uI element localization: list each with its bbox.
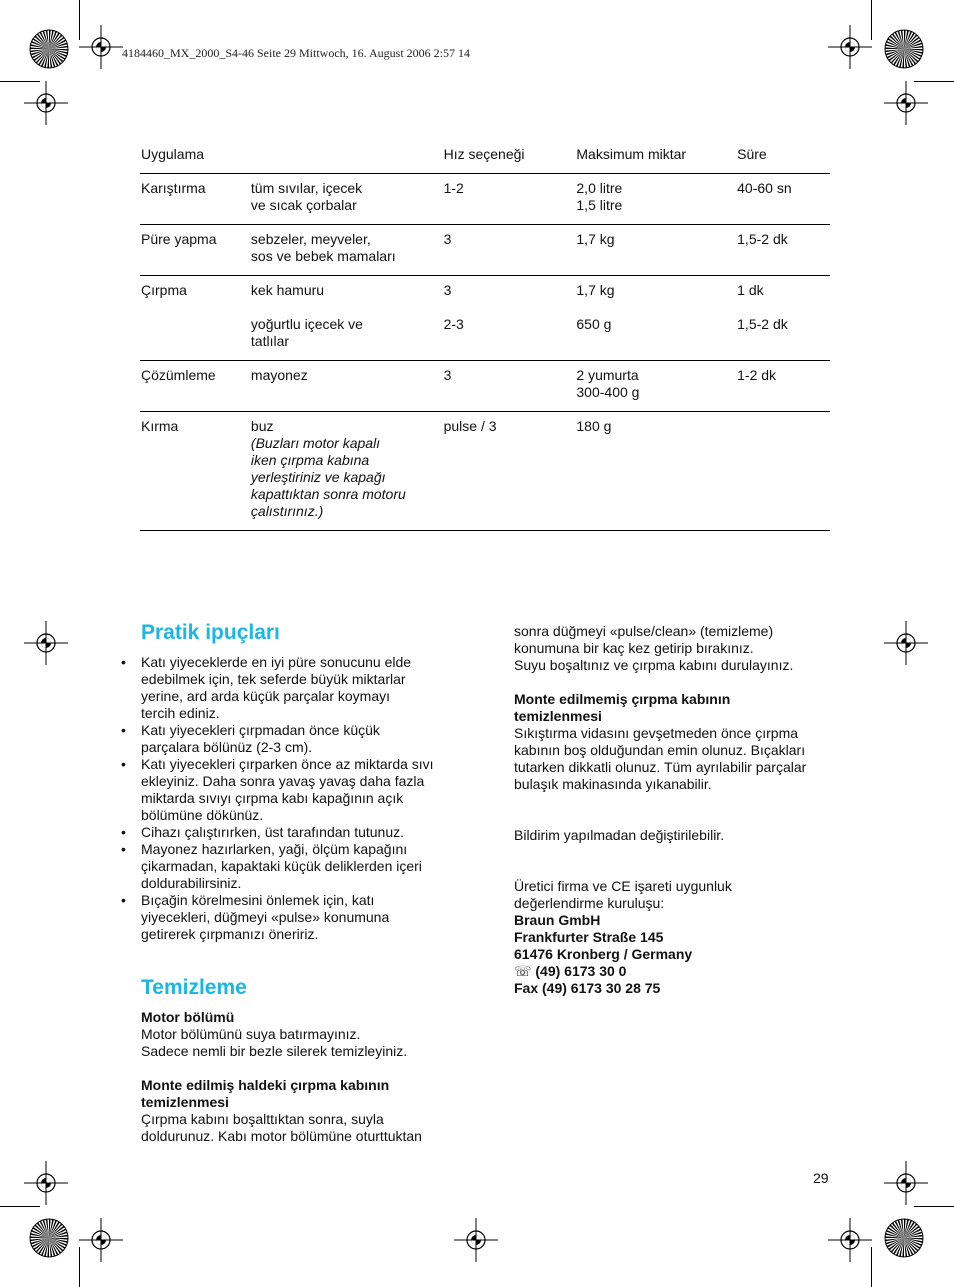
table-cell-app: Karıştırma: [140, 174, 251, 225]
table-row: [140, 361, 830, 412]
table-cell-time: 1-2 dk: [737, 361, 830, 412]
assembled-text: Çırpma kabını boşalttıktan sonra, suyla: [141, 1111, 384, 1127]
list-item: • Katı yiyeceklerde en iyi püre sonucunu elde edebilmek için, tek seferde büyük miktarlar yerine, ard arda küçük parçalar koymayı tercih ediniz.: [121, 654, 412, 721]
manufacturer-intro: değerlendirme kuruluşu:: [514, 895, 665, 911]
registration-crosshair-icon: [16, 73, 76, 133]
cleaning-heading: Temizleme: [141, 976, 247, 999]
table-cell-note: kapattıktan sonra motoru: [250, 486, 406, 502]
motor-text: Sadece nemli bir bezle silerek temizleyiniz.: [141, 1043, 408, 1059]
table-header: Maksimum miktar: [576, 146, 687, 162]
list-item: • Katı yiyecekleri çırpmadan önce küçük parçalara bölünüz (2-3 cm).: [121, 722, 380, 755]
registration-starburst-icon: [884, 1218, 924, 1258]
registration-starburst-icon: [29, 29, 69, 69]
assembled-text-cont: konumuna bir kaç kez getirip bırakınız.: [514, 640, 754, 656]
table-header: Uygulama: [141, 146, 205, 162]
company-fax: Fax (49) 6173 30 28 75: [514, 980, 661, 996]
unassembled-text: tutarken dikkatli olunuz. Tüm ayrılabilir parçalar: [514, 759, 807, 775]
table-header-row: [140, 137, 830, 174]
table-cell-item: sos ve bebek mamaları: [250, 248, 396, 264]
bullet: •: [121, 756, 126, 772]
tips-heading: Pratik ipuçları: [141, 621, 280, 644]
registration-crosshair-icon: [71, 17, 131, 77]
table-cell-qty: 1,5 litre: [576, 197, 623, 213]
table-cell-item: ve sıcak çorbalar: [250, 197, 357, 213]
table-cell-time: [737, 412, 830, 531]
bullet: •: [121, 841, 126, 857]
bullet: •: [121, 654, 126, 670]
table-cell-qty: 2,0 litre: [576, 180, 623, 196]
motor-text: Motor bölümünü suya batırmayınız.: [141, 1026, 361, 1042]
print-slug: 4184460_MX_2000_S4-46 Seite 29 Mittwoch, 16. August 2006 2:57 14: [122, 46, 471, 60]
company-name: Braun GmbH: [514, 912, 601, 928]
manufacturer-intro: Üretici firma ve CE işareti uygunluk: [514, 878, 732, 894]
table-cell-qty: 2 yumurta: [576, 367, 639, 383]
assembled-text-cont: sonra düğmeyi «pulse/clean» (temizleme): [514, 623, 774, 639]
company-city: 61476 Kronberg / Germany: [514, 946, 693, 962]
list-item: • Katı yiyecekleri çırparken önce az miktarda sıvı ekleyiniz. Daha sonra yavaş yavaş daha fazla miktarda sıvıyı çırpma kabı kapağının açık bölümüne dökünüz.: [121, 756, 434, 823]
registration-crosshair-icon: [16, 613, 76, 673]
registration-crosshair-icon: [71, 1210, 131, 1270]
registration-crosshair-icon: [876, 73, 936, 133]
table-cell-item: sebzeler, meyveler,: [250, 231, 371, 247]
table-header: Hız seçeneği: [443, 146, 525, 162]
unassembled-text: bulaşık makinasında yıkanabilir.: [514, 776, 712, 792]
table-header: [251, 137, 444, 174]
table-cell-time: 1,5-2 dk: [737, 225, 830, 276]
bullet: •: [121, 824, 126, 840]
registration-crosshair-icon: [820, 17, 880, 77]
table-cell-item: kek hamuru: [250, 282, 325, 298]
change-notice: Bildirim yapılmadan değiştirilebilir.: [514, 827, 725, 843]
table-cell-time: 1 dk: [737, 282, 764, 298]
table-row: [140, 225, 830, 276]
table-cell-speed: 3: [444, 361, 577, 412]
table-cell-qty: 180 g: [576, 412, 737, 531]
motor-title: Motor bölümü: [141, 1009, 235, 1025]
unassembled-title: Monte edilmemiş çırpma kabının: [514, 691, 731, 707]
table-cell-speed: 1-2: [444, 174, 577, 225]
registration-crosshair-icon: [16, 1153, 76, 1213]
registration-crosshair-icon: [876, 1153, 936, 1213]
table-header: Süre: [737, 146, 767, 162]
table-cell-speed: 2-3: [443, 316, 464, 332]
table-cell-item: buz: [250, 418, 274, 434]
company-street: Frankfurter Straße 145: [514, 929, 664, 945]
bullet: •: [121, 892, 126, 908]
table-cell-speed: pulse / 3: [444, 412, 577, 531]
unassembled-title: temizlenmesi: [514, 708, 602, 724]
list-item: • Mayonez hazırlarken, yaği, ölçüm kapağını çikarmadan, kapaktaki küçük deliklerden içeri doldurabilirsiniz.: [121, 841, 422, 891]
company-phone: ☏ (49) 6173 30 0: [514, 963, 627, 979]
unassembled-text: Sıkıştırma vidasını gevşetmeden önce çırpma: [514, 725, 799, 741]
table-cell-note: iken çırpma kabına: [250, 452, 370, 468]
table-row: [140, 174, 830, 225]
registration-crosshair-icon: [446, 1210, 506, 1270]
table-cell-qty: 300-400 g: [576, 384, 640, 400]
right-column: [514, 623, 834, 997]
tips-list: [121, 654, 461, 943]
table-cell-app: Çırpma: [140, 276, 251, 361]
table-cell-note: yerleştiriniz ve kapağı: [250, 469, 386, 485]
registration-starburst-icon: [884, 29, 924, 69]
assembled-text-cont: Suyu boşaltınız ve çırpma kabını durulayınız.: [514, 657, 794, 673]
table-cell-app: Püre yapma: [140, 225, 251, 276]
table-cell-note: (Buzları motor kapalı: [250, 435, 381, 451]
registration-starburst-icon: [29, 1218, 69, 1258]
table-cell-note: çalıstırınız.): [250, 503, 324, 519]
table-row: [140, 412, 830, 531]
table-cell-qty: 1,7 kg: [576, 225, 737, 276]
left-column: [121, 620, 461, 1145]
list-item: • Bıçağin körelmesini önlemek için, katı yiyecekleri, düğmeyi «pulse» konumuna getirerek çırpmanızı öneririz.: [121, 892, 390, 942]
table-cell-qty: 1,7 kg: [576, 282, 615, 298]
assembled-text: doldurunuz. Kabı motor bölümüne oturttuktan: [141, 1128, 422, 1144]
table-cell-item: mayonez: [251, 361, 444, 412]
registration-crosshair-icon: [820, 1210, 880, 1270]
table-cell-time: 1,5-2 dk: [737, 316, 788, 332]
registration-crosshair-icon: [876, 613, 936, 673]
table-cell-app: Çözümleme: [140, 361, 251, 412]
table-cell-item: tatlılar: [250, 333, 290, 349]
table-cell-qty: 650 g: [576, 316, 612, 332]
table-cell-speed: 3: [444, 225, 577, 276]
list-item: • Cihazı çalıştırırken, üst tarafından tutunuz.: [121, 824, 405, 840]
table-cell-time: 40-60 sn: [737, 174, 830, 225]
bullet: •: [121, 722, 126, 738]
unassembled-text: kabının boş olduğundan emin olunuz. Bıçakları: [514, 742, 806, 758]
table-cell-item: tüm sıvılar, içecek: [250, 180, 363, 196]
table-cell-app: Kırma: [140, 412, 251, 531]
table-cell-speed: 3: [443, 282, 452, 298]
page-number: 29: [813, 1170, 829, 1186]
usage-table: [140, 137, 830, 531]
table-cell-item: yoğurtlu içecek ve: [250, 316, 363, 332]
assembled-title: temizlenmesi: [141, 1094, 229, 1110]
assembled-title: Monte edilmiş haldeki çırpma kabının: [141, 1077, 390, 1093]
table-row: [140, 276, 830, 361]
